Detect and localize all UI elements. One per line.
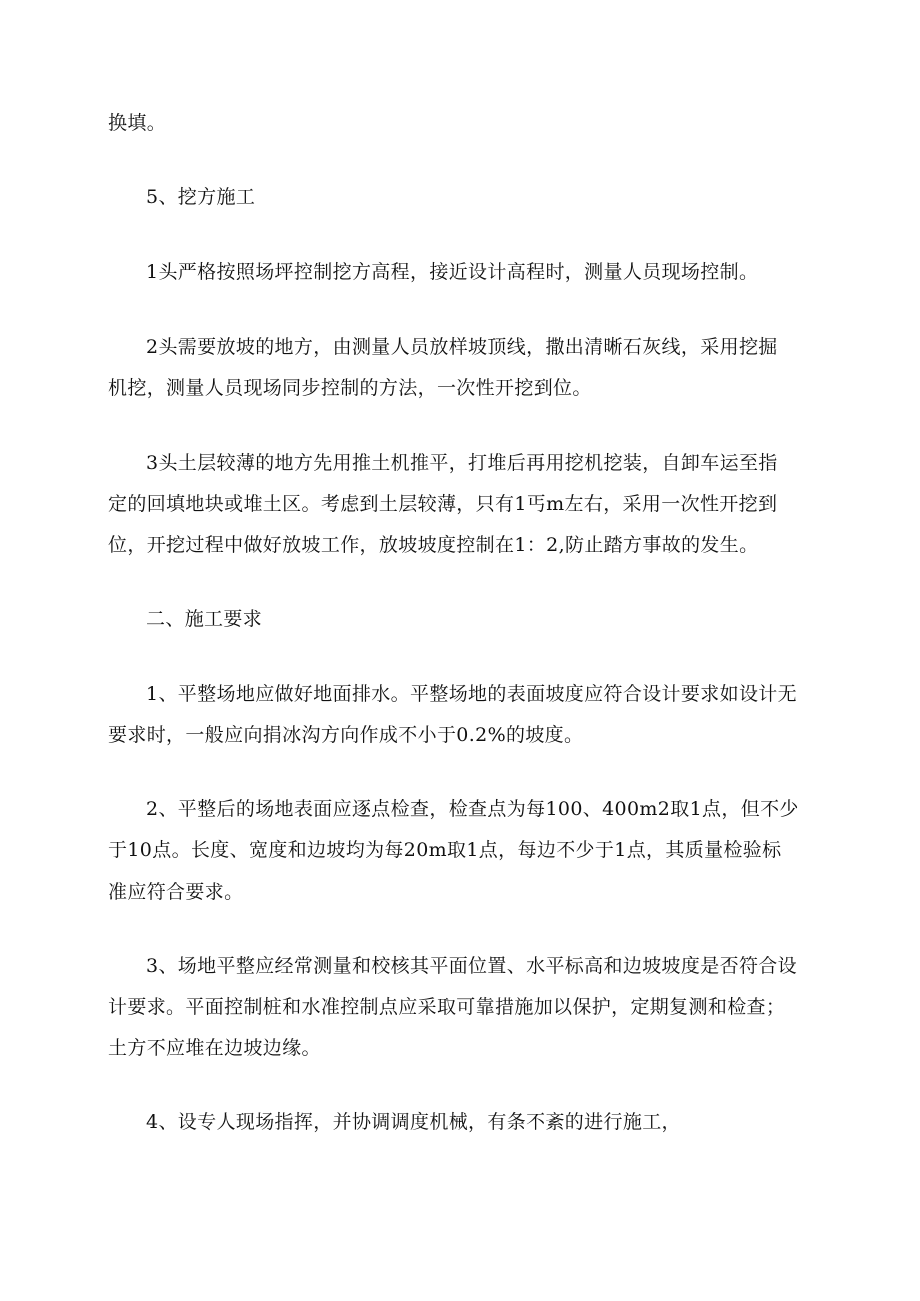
requirement-2-line-2: 于10点。长度、宽度和边坡均为每20m取1点，每边不少于1点，其质量检验标 [108, 839, 782, 861]
requirement-3-line-2: 计要求。平面控制桩和水准控制点应采取可靠措施加以保护，定期复测和检查； [108, 996, 786, 1018]
item-2-line-2: 机挖，测量人员现场同步控制的方法，一次性开挖到位。 [108, 377, 592, 399]
requirement-3-line-3: 土方不应堆在边坡边缘。 [108, 1037, 321, 1059]
requirement-3-line-1: 3、场地平整应经常测量和校核其平面位置、水平标高和边坡坡度是否符合设 [146, 955, 797, 977]
requirement-1-line-2: 要求时，一般应向捐冰沟方向作成不小于0.2%的坡度。 [108, 724, 584, 746]
paragraph-continuation-line-1: 换填。 [108, 112, 167, 134]
item-3-line-1: 3头土层较薄的地方先用推土机推平，打堆后再用挖机挖装，自卸车运至指 [146, 452, 778, 474]
item-2-line-1: 2头需要放坡的地方，由测量人员放样坡顶线，撒出清晰石灰线，采用挖掘 [146, 336, 778, 358]
item-1-line-1: 1头严格按照场坪控制挖方高程，接近设计高程时，测量人员现场控制。 [146, 261, 759, 283]
section-5-heading: 5、挖方施工 [146, 186, 256, 208]
requirement-4-line-1: 4、设专人现场指挥，并协调调度机械，有条不紊的进行施工， [146, 1111, 681, 1133]
item-3-line-3: 位，开挖过程中做好放坡工作，放坡坡度控制在1：2,防止踏方事故的发生。 [108, 534, 759, 556]
requirement-1-line-1: 1、平整场地应做好地面排水。平整场地的表面坡度应符合设计要求如设计无 [146, 683, 797, 705]
section-2-heading: 二、施工要求 [146, 608, 263, 630]
requirement-2-line-3: 准应符合要求。 [108, 881, 244, 903]
requirement-2-line-1: 2、平整后的场地表面应逐点检查，检查点为每100、400m2取1点，但不少 [146, 798, 799, 820]
item-3-line-2: 定的回填地块或堆土区。考虑到土层较薄，只有1丐m左右，采用一次性开挖到 [108, 493, 778, 515]
